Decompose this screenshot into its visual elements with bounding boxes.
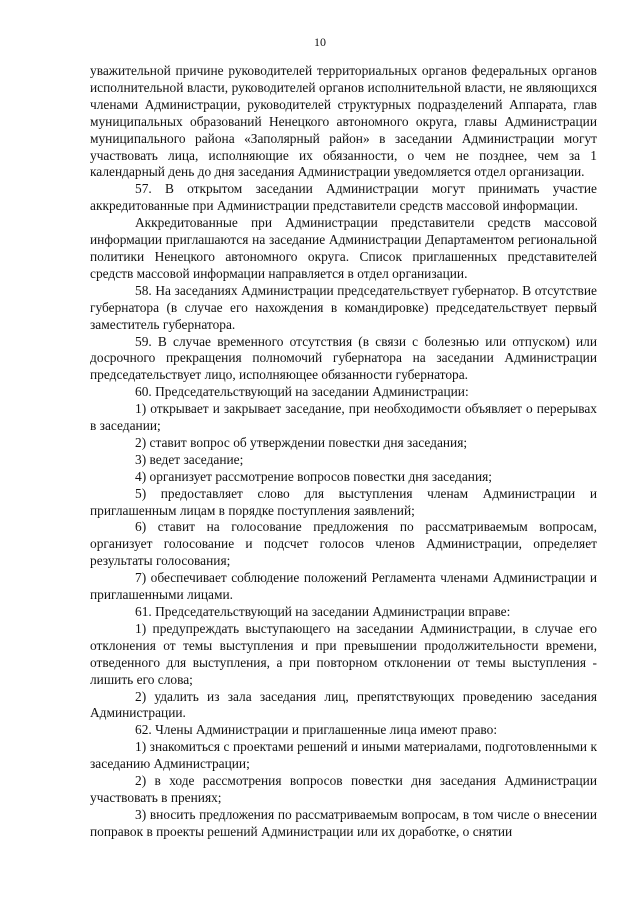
paragraph: 1) предупреждать выступающего на заседании Администрации, в случае его отклонения от темы выступления и при превышении продолжительности времени, отведенного для выступления, а при повторном отклонении от темы выступления - лишить его слова;	[90, 620, 597, 687]
paragraph: 59. В случае временного отсутствия (в связи с болезнью или отпуском) или досрочного прекращения полномочий губернатора на заседании Администрации председательствует лицо, исполняющее обязанности губернатора.	[90, 333, 597, 383]
paragraph: 4) организует рассмотрение вопросов повестки дня заседания;	[135, 468, 493, 484]
paragraph: Аккредитованные при Администрации представители средств массовой информации приглашаются на заседание Администрации Департаментом региональной политики Ненецкого автономного округа. Список приглашенных представителей средств массовой информации направляется в отдел организации.	[90, 215, 597, 281]
paragraph: 3) вносить предложения по рассматриваемым вопросам, в том числе о внесении поправок в проекты решений Администрации или их доработке, о снятии	[90, 806, 597, 839]
paragraph: 60. Председательствующий на заседании Администрации:	[135, 384, 469, 400]
paragraph: уважительной причине руководителей территориальных органов федеральных органов исполнительной власти, руководителей органов исполнительной власти, не являющихся членами Администрации, руководителей структурных подразделений Аппарата, глав муниципальных образований Ненецкого автономного округа, главы Администрации муниципального района «Заполярный район» в заседании Администрации могут участвовать лица, исполняющие их обязанности, о чем не позднее, чем за 1 календарный день до дня заседания Администрации уведомляется отдел организации.	[90, 63, 597, 180]
paragraph: 1) открывает и закрывает заседание, при необходимости объявляет о перерывах в заседании;	[90, 401, 597, 434]
paragraph: 3) ведет заседание;	[135, 451, 244, 467]
paragraph: 62. Члены Администрации и приглашенные лица имеют право:	[135, 722, 498, 738]
paragraph: 57. В открытом заседании Администрации могут принимать участие аккредитованные при Администрации представители средств массовой информации.	[90, 181, 597, 214]
paragraph: 2) ставит вопрос об утверждении повестки дня заседания;	[135, 434, 468, 450]
paragraph: 7) обеспечивает соблюдение положений Регламента членами Администрации и приглашенными лицами.	[90, 570, 597, 603]
paragraph: 58. На заседаниях Администрации председательствует губернатор. В отсутствие губернатора (в случае его нахождения в командировке) председательствует первый заместитель губернатора.	[90, 282, 597, 332]
paragraph: 1) знакомиться с проектами решений и иными материалами, подготовленными к заседанию Администрации;	[90, 739, 597, 772]
paragraph: 2) в ходе рассмотрения вопросов повестки дня заседания Администрации участвовать в прениях;	[90, 773, 597, 805]
page-number: 10	[314, 35, 326, 49]
paragraph: 5) предоставляет слово для выступления членам Администрации и приглашенным лицам в порядке поступления заявлений;	[90, 485, 597, 518]
document-body	[90, 63, 597, 841]
paragraph: 61. Председательствующий на заседании Администрации вправе:	[135, 604, 511, 619]
paragraph: 6) ставит на голосование предложения по рассматриваемым вопросам, организует голосование и подсчет голосов членов Администрации, определяет результаты голосования;	[90, 519, 597, 569]
paragraph: 2) удалить из зала заседания лиц, препятствующих проведению заседания Администрации.	[90, 688, 597, 721]
